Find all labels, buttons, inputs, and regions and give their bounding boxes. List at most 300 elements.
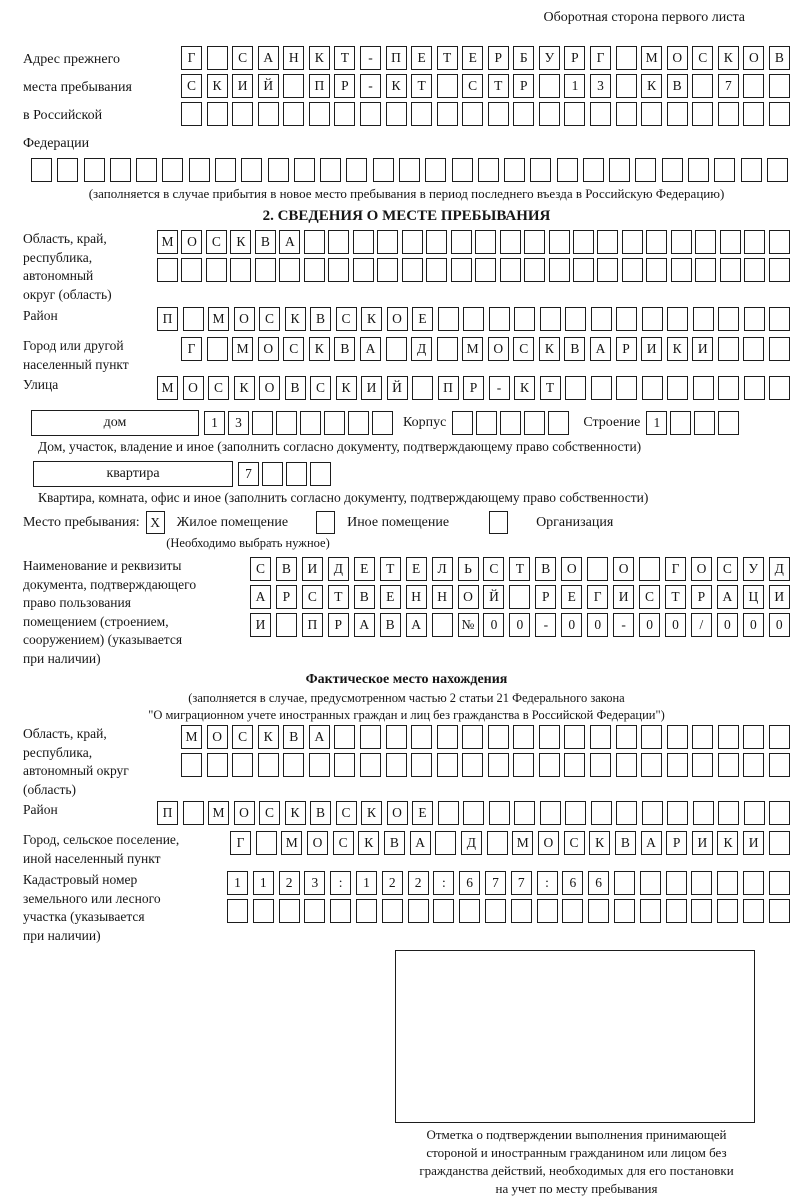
char-cell[interactable]: В: [384, 831, 405, 855]
char-cell[interactable]: [386, 102, 407, 126]
char-cell[interactable]: Е: [411, 46, 432, 70]
char-cell[interactable]: С: [462, 74, 483, 98]
char-cell[interactable]: [564, 725, 585, 749]
char-cell[interactable]: К: [285, 307, 306, 331]
char-cell[interactable]: [304, 230, 325, 254]
char-cell[interactable]: М: [157, 376, 178, 400]
char-cell[interactable]: [540, 801, 561, 825]
char-cell[interactable]: [432, 613, 453, 637]
char-cell[interactable]: 1: [227, 871, 248, 895]
char-cell[interactable]: [356, 899, 377, 923]
char-cell[interactable]: [524, 230, 545, 254]
char-cell[interactable]: [487, 831, 508, 855]
char-cell[interactable]: [591, 307, 612, 331]
char-cell[interactable]: [485, 899, 506, 923]
char-cell[interactable]: [718, 102, 739, 126]
char-cell[interactable]: [769, 307, 790, 331]
char-cell[interactable]: [475, 230, 496, 254]
char-cell[interactable]: О: [258, 337, 279, 361]
char-cell[interactable]: [769, 801, 790, 825]
char-cell[interactable]: [616, 725, 637, 749]
char-cell[interactable]: [692, 753, 713, 777]
char-cell[interactable]: А: [406, 613, 427, 637]
char-cell[interactable]: [478, 158, 499, 182]
char-cell[interactable]: [565, 376, 586, 400]
char-cell[interactable]: [488, 102, 509, 126]
char-cell[interactable]: [743, 725, 764, 749]
char-cell[interactable]: А: [250, 585, 271, 609]
char-cell[interactable]: В: [310, 307, 331, 331]
char-cell[interactable]: [412, 376, 433, 400]
char-cell[interactable]: [509, 585, 530, 609]
char-cell[interactable]: П: [309, 74, 330, 98]
char-cell[interactable]: [641, 753, 662, 777]
char-cell[interactable]: И: [743, 831, 764, 855]
char-cell[interactable]: [207, 337, 228, 361]
char-cell[interactable]: Р: [463, 376, 484, 400]
char-cell[interactable]: О: [691, 557, 712, 581]
char-cell[interactable]: [549, 258, 570, 282]
char-cell[interactable]: [691, 871, 712, 895]
char-cell[interactable]: 0: [639, 613, 660, 637]
char-cell[interactable]: С: [310, 376, 331, 400]
char-cell[interactable]: Б: [513, 46, 534, 70]
char-cell[interactable]: Т: [380, 557, 401, 581]
char-cell[interactable]: К: [309, 46, 330, 70]
char-cell[interactable]: [588, 899, 609, 923]
char-cell[interactable]: [353, 230, 374, 254]
char-cell[interactable]: [642, 376, 663, 400]
char-cell[interactable]: И: [250, 613, 271, 637]
char-cell[interactable]: [377, 258, 398, 282]
char-cell[interactable]: К: [258, 725, 279, 749]
char-cell[interactable]: К: [358, 831, 379, 855]
char-cell[interactable]: С: [513, 337, 534, 361]
char-cell[interactable]: [268, 158, 289, 182]
char-cell[interactable]: 1: [253, 871, 274, 895]
char-cell[interactable]: К: [386, 74, 407, 98]
char-cell[interactable]: [279, 258, 300, 282]
char-cell[interactable]: [252, 411, 273, 435]
char-cell[interactable]: [530, 158, 551, 182]
char-cell[interactable]: Д: [328, 557, 349, 581]
stay-type-checkbox-inoe[interactable]: [316, 511, 335, 534]
char-cell[interactable]: [564, 753, 585, 777]
char-cell[interactable]: 0: [717, 613, 738, 637]
char-cell[interactable]: [334, 102, 355, 126]
char-cell[interactable]: К: [336, 376, 357, 400]
char-cell[interactable]: [402, 230, 423, 254]
char-cell[interactable]: С: [333, 831, 354, 855]
char-cell[interactable]: [539, 753, 560, 777]
char-cell[interactable]: [183, 307, 204, 331]
char-cell[interactable]: :: [330, 871, 351, 895]
char-cell[interactable]: [136, 158, 157, 182]
char-cell[interactable]: [452, 411, 473, 435]
char-cell[interactable]: [539, 102, 560, 126]
char-cell[interactable]: Т: [437, 46, 458, 70]
char-cell[interactable]: [283, 74, 304, 98]
char-cell[interactable]: П: [302, 613, 323, 637]
char-cell[interactable]: В: [564, 337, 585, 361]
char-cell[interactable]: [513, 102, 534, 126]
char-cell[interactable]: [183, 801, 204, 825]
char-cell[interactable]: В: [667, 74, 688, 98]
char-cell[interactable]: [207, 753, 228, 777]
char-cell[interactable]: [667, 725, 688, 749]
char-cell[interactable]: А: [279, 230, 300, 254]
char-cell[interactable]: [334, 753, 355, 777]
char-cell[interactable]: [693, 307, 714, 331]
char-cell[interactable]: [641, 102, 662, 126]
char-cell[interactable]: [769, 753, 790, 777]
char-cell[interactable]: М: [208, 307, 229, 331]
char-cell[interactable]: [360, 102, 381, 126]
char-cell[interactable]: О: [307, 831, 328, 855]
char-cell[interactable]: [743, 74, 764, 98]
char-cell[interactable]: В: [535, 557, 556, 581]
char-cell[interactable]: [513, 753, 534, 777]
char-cell[interactable]: [590, 102, 611, 126]
char-cell[interactable]: [744, 801, 765, 825]
char-cell[interactable]: [320, 158, 341, 182]
char-cell[interactable]: [348, 411, 369, 435]
char-cell[interactable]: [666, 871, 687, 895]
char-cell[interactable]: [437, 102, 458, 126]
char-cell[interactable]: [743, 899, 764, 923]
char-cell[interactable]: [514, 801, 535, 825]
char-cell[interactable]: У: [743, 557, 764, 581]
char-cell[interactable]: Т: [411, 74, 432, 98]
char-cell[interactable]: Т: [509, 557, 530, 581]
char-cell[interactable]: 1: [356, 871, 377, 895]
char-cell[interactable]: [743, 753, 764, 777]
char-cell[interactable]: [671, 258, 692, 282]
char-cell[interactable]: [616, 102, 637, 126]
char-cell[interactable]: [310, 462, 331, 486]
char-cell[interactable]: А: [641, 831, 662, 855]
char-cell[interactable]: [692, 725, 713, 749]
char-cell[interactable]: [671, 230, 692, 254]
char-cell[interactable]: [283, 102, 304, 126]
char-cell[interactable]: [241, 158, 262, 182]
char-cell[interactable]: [640, 899, 661, 923]
char-cell[interactable]: [583, 158, 604, 182]
char-cell[interactable]: [489, 801, 510, 825]
char-cell[interactable]: Р: [616, 337, 637, 361]
char-cell[interactable]: -: [613, 613, 634, 637]
char-cell[interactable]: [557, 158, 578, 182]
char-cell[interactable]: С: [302, 585, 323, 609]
char-cell[interactable]: [540, 307, 561, 331]
char-cell[interactable]: П: [438, 376, 459, 400]
char-cell[interactable]: [548, 411, 569, 435]
char-cell[interactable]: Т: [540, 376, 561, 400]
house-field-box[interactable]: [31, 410, 199, 436]
char-cell[interactable]: 3: [228, 411, 249, 435]
char-cell[interactable]: [283, 753, 304, 777]
char-cell[interactable]: О: [183, 376, 204, 400]
char-cell[interactable]: 2: [382, 871, 403, 895]
char-cell[interactable]: [564, 102, 585, 126]
char-cell[interactable]: 3: [304, 871, 325, 895]
char-cell[interactable]: Р: [276, 585, 297, 609]
char-cell[interactable]: [670, 411, 691, 435]
char-cell[interactable]: [382, 899, 403, 923]
char-cell[interactable]: И: [613, 585, 634, 609]
char-cell[interactable]: С: [259, 801, 280, 825]
char-cell[interactable]: [304, 899, 325, 923]
char-cell[interactable]: [181, 753, 202, 777]
char-cell[interactable]: [695, 258, 716, 282]
char-cell[interactable]: О: [458, 585, 479, 609]
char-cell[interactable]: [463, 801, 484, 825]
char-cell[interactable]: [718, 337, 739, 361]
char-cell[interactable]: 0: [769, 613, 790, 637]
char-cell[interactable]: И: [302, 557, 323, 581]
char-cell[interactable]: 7: [718, 74, 739, 98]
char-cell[interactable]: [573, 258, 594, 282]
char-cell[interactable]: [714, 158, 735, 182]
char-cell[interactable]: 2: [279, 871, 300, 895]
char-cell[interactable]: С: [717, 557, 738, 581]
char-cell[interactable]: 0: [587, 613, 608, 637]
char-cell[interactable]: 1: [564, 74, 585, 98]
char-cell[interactable]: [642, 307, 663, 331]
char-cell[interactable]: С: [232, 725, 253, 749]
char-cell[interactable]: Г: [230, 831, 251, 855]
char-cell[interactable]: [769, 258, 790, 282]
char-cell[interactable]: [646, 258, 667, 282]
char-cell[interactable]: [691, 899, 712, 923]
char-cell[interactable]: [309, 102, 330, 126]
char-cell[interactable]: О: [207, 725, 228, 749]
char-cell[interactable]: С: [208, 376, 229, 400]
char-cell[interactable]: 7: [511, 871, 532, 895]
char-cell[interactable]: /: [691, 613, 712, 637]
apartment-field-box[interactable]: [33, 461, 233, 487]
char-cell[interactable]: 1: [204, 411, 225, 435]
char-cell[interactable]: [769, 899, 790, 923]
char-cell[interactable]: -: [535, 613, 556, 637]
char-cell[interactable]: [549, 230, 570, 254]
char-cell[interactable]: [435, 831, 456, 855]
char-cell[interactable]: [692, 102, 713, 126]
char-cell[interactable]: К: [641, 74, 662, 98]
char-cell[interactable]: М: [462, 337, 483, 361]
char-cell[interactable]: [437, 337, 458, 361]
char-cell[interactable]: 3: [590, 74, 611, 98]
char-cell[interactable]: 0: [743, 613, 764, 637]
char-cell[interactable]: В: [380, 613, 401, 637]
char-cell[interactable]: С: [181, 74, 202, 98]
char-cell[interactable]: [372, 411, 393, 435]
char-cell[interactable]: [411, 725, 432, 749]
char-cell[interactable]: В: [310, 801, 331, 825]
char-cell[interactable]: [524, 411, 545, 435]
char-cell[interactable]: [718, 307, 739, 331]
char-cell[interactable]: [377, 230, 398, 254]
char-cell[interactable]: О: [387, 307, 408, 331]
char-cell[interactable]: [718, 376, 739, 400]
char-cell[interactable]: М: [281, 831, 302, 855]
char-cell[interactable]: И: [641, 337, 662, 361]
char-cell[interactable]: М: [641, 46, 662, 70]
char-cell[interactable]: №: [458, 613, 479, 637]
stay-type-checkbox-org[interactable]: [489, 511, 508, 534]
char-cell[interactable]: [279, 899, 300, 923]
char-cell[interactable]: [253, 899, 274, 923]
char-cell[interactable]: С: [232, 46, 253, 70]
char-cell[interactable]: С: [336, 307, 357, 331]
char-cell[interactable]: [262, 462, 283, 486]
char-cell[interactable]: [230, 258, 251, 282]
char-cell[interactable]: [616, 801, 637, 825]
char-cell[interactable]: [769, 102, 790, 126]
char-cell[interactable]: 6: [588, 871, 609, 895]
char-cell[interactable]: М: [232, 337, 253, 361]
char-cell[interactable]: [330, 899, 351, 923]
char-cell[interactable]: К: [230, 230, 251, 254]
char-cell[interactable]: Р: [564, 46, 585, 70]
char-cell[interactable]: Р: [328, 613, 349, 637]
char-cell[interactable]: [744, 230, 765, 254]
char-cell[interactable]: [276, 411, 297, 435]
char-cell[interactable]: Е: [380, 585, 401, 609]
char-cell[interactable]: [425, 158, 446, 182]
char-cell[interactable]: [463, 307, 484, 331]
char-cell[interactable]: [207, 46, 228, 70]
char-cell[interactable]: [641, 725, 662, 749]
char-cell[interactable]: Т: [488, 74, 509, 98]
char-cell[interactable]: Д: [461, 831, 482, 855]
char-cell[interactable]: Й: [483, 585, 504, 609]
char-cell[interactable]: Й: [387, 376, 408, 400]
char-cell[interactable]: В: [769, 46, 790, 70]
char-cell[interactable]: М: [181, 725, 202, 749]
char-cell[interactable]: [718, 725, 739, 749]
char-cell[interactable]: [769, 74, 790, 98]
char-cell[interactable]: И: [692, 337, 713, 361]
char-cell[interactable]: [437, 74, 458, 98]
char-cell[interactable]: [162, 158, 183, 182]
char-cell[interactable]: И: [361, 376, 382, 400]
char-cell[interactable]: О: [538, 831, 559, 855]
char-cell[interactable]: [720, 230, 741, 254]
char-cell[interactable]: О: [234, 307, 255, 331]
char-cell[interactable]: [309, 753, 330, 777]
char-cell[interactable]: О: [234, 801, 255, 825]
char-cell[interactable]: [667, 801, 688, 825]
char-cell[interactable]: [513, 725, 534, 749]
char-cell[interactable]: М: [208, 801, 229, 825]
char-cell[interactable]: [769, 376, 790, 400]
char-cell[interactable]: [256, 831, 277, 855]
char-cell[interactable]: [437, 753, 458, 777]
char-cell[interactable]: В: [285, 376, 306, 400]
char-cell[interactable]: О: [488, 337, 509, 361]
char-cell[interactable]: [232, 753, 253, 777]
char-cell[interactable]: [573, 230, 594, 254]
char-cell[interactable]: [437, 725, 458, 749]
char-cell[interactable]: К: [309, 337, 330, 361]
char-cell[interactable]: [433, 899, 454, 923]
char-cell[interactable]: [616, 307, 637, 331]
char-cell[interactable]: [459, 899, 480, 923]
char-cell[interactable]: [616, 74, 637, 98]
char-cell[interactable]: [227, 899, 248, 923]
stay-type-checkbox-zhiloe[interactable]: X: [146, 511, 165, 534]
char-cell[interactable]: Т: [334, 46, 355, 70]
char-cell[interactable]: К: [717, 831, 738, 855]
char-cell[interactable]: К: [285, 801, 306, 825]
char-cell[interactable]: [411, 102, 432, 126]
char-cell[interactable]: [614, 899, 635, 923]
char-cell[interactable]: Р: [488, 46, 509, 70]
char-cell[interactable]: Р: [666, 831, 687, 855]
char-cell[interactable]: Ь: [458, 557, 479, 581]
char-cell[interactable]: Н: [406, 585, 427, 609]
char-cell[interactable]: К: [718, 46, 739, 70]
char-cell[interactable]: К: [539, 337, 560, 361]
char-cell[interactable]: М: [157, 230, 178, 254]
char-cell[interactable]: [452, 158, 473, 182]
char-cell[interactable]: П: [157, 801, 178, 825]
char-cell[interactable]: [488, 725, 509, 749]
char-cell[interactable]: [232, 102, 253, 126]
char-cell[interactable]: П: [386, 46, 407, 70]
char-cell[interactable]: С: [692, 46, 713, 70]
char-cell[interactable]: [666, 899, 687, 923]
char-cell[interactable]: [181, 102, 202, 126]
char-cell[interactable]: [597, 230, 618, 254]
char-cell[interactable]: Е: [561, 585, 582, 609]
char-cell[interactable]: Л: [432, 557, 453, 581]
char-cell[interactable]: [590, 753, 611, 777]
char-cell[interactable]: В: [283, 725, 304, 749]
char-cell[interactable]: К: [514, 376, 535, 400]
char-cell[interactable]: И: [232, 74, 253, 98]
char-cell[interactable]: [402, 258, 423, 282]
char-cell[interactable]: А: [258, 46, 279, 70]
char-cell[interactable]: 0: [561, 613, 582, 637]
char-cell[interactable]: [324, 411, 345, 435]
char-cell[interactable]: К: [589, 831, 610, 855]
char-cell[interactable]: [304, 258, 325, 282]
char-cell[interactable]: [539, 725, 560, 749]
char-cell[interactable]: [286, 462, 307, 486]
char-cell[interactable]: :: [537, 871, 558, 895]
char-cell[interactable]: С: [206, 230, 227, 254]
char-cell[interactable]: [717, 899, 738, 923]
char-cell[interactable]: [718, 411, 739, 435]
char-cell[interactable]: Й: [258, 74, 279, 98]
char-cell[interactable]: [476, 411, 497, 435]
char-cell[interactable]: А: [590, 337, 611, 361]
char-cell[interactable]: Н: [283, 46, 304, 70]
char-cell[interactable]: Г: [587, 585, 608, 609]
char-cell[interactable]: В: [615, 831, 636, 855]
char-cell[interactable]: [744, 258, 765, 282]
char-cell[interactable]: [438, 307, 459, 331]
char-cell[interactable]: В: [276, 557, 297, 581]
char-cell[interactable]: [328, 230, 349, 254]
char-cell[interactable]: С: [259, 307, 280, 331]
char-cell[interactable]: О: [667, 46, 688, 70]
char-cell[interactable]: [769, 725, 790, 749]
char-cell[interactable]: [693, 801, 714, 825]
char-cell[interactable]: В: [354, 585, 375, 609]
